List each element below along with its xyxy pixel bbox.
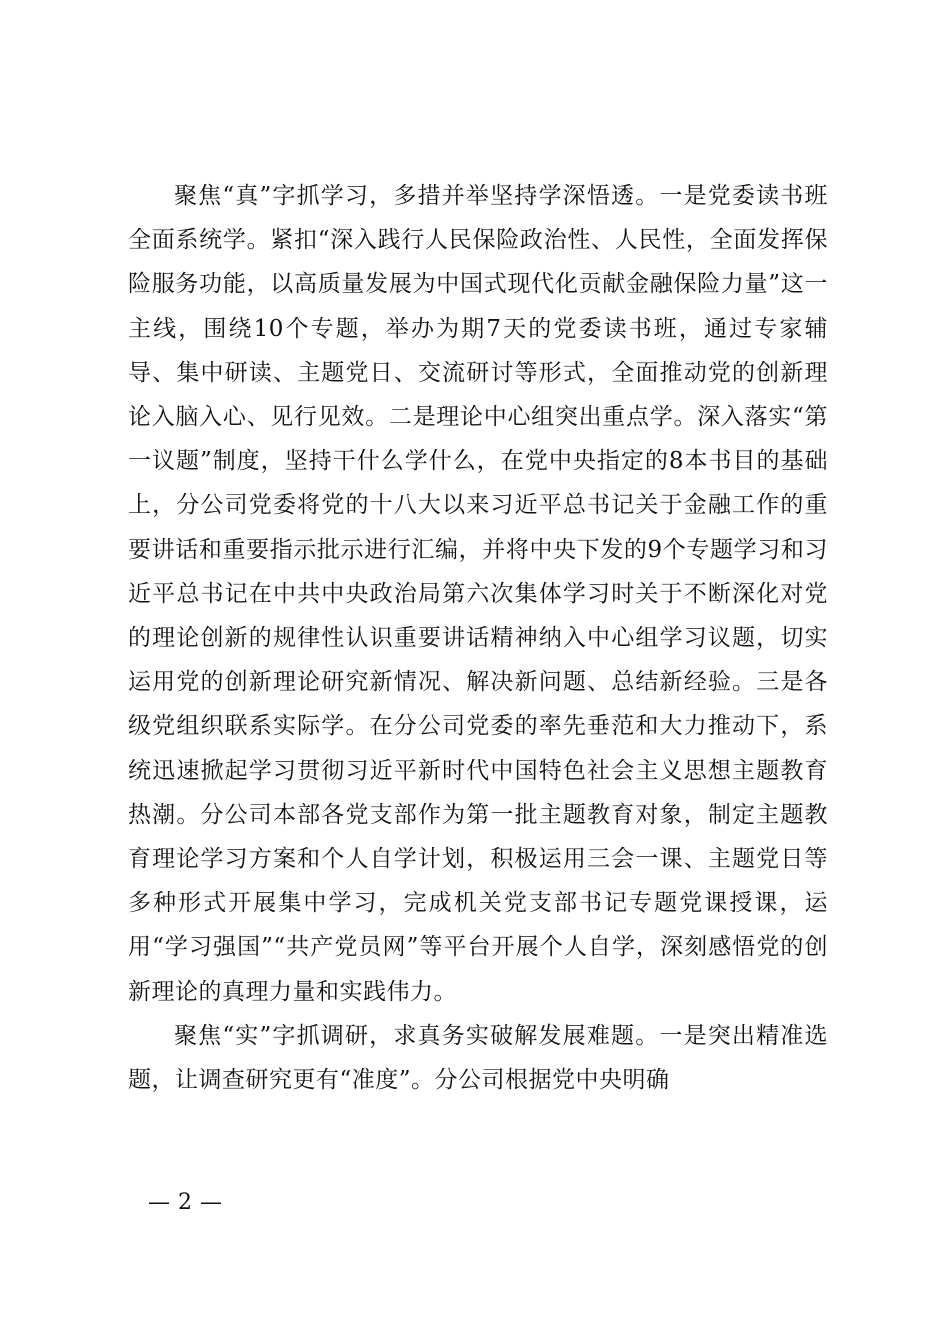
paragraph-research: 聚焦“实”字抓调研，求真务实破解发展难题。一是突出精准选题，让调查研究更有“准度”。分公司根据党中央明确 — [128, 1022, 828, 1094]
page-number: — 2 — — [148, 1190, 223, 1215]
paragraph-study: 聚焦“真”字抓学习，多措并举坚持学深悟透。一是党委读书班全面系统学。紧扣“深入践行人民保险政治性、人民性，全面发挥保险服务功能，以高质量发展为中国式现代化贡献金融保险力量”这一主线，围绕10个专题，举办为期7天的党委读书班，通过专家辅导、集中研读、主题党日、交流研讨等形式，全面推动党的创新理论入脑入心、见行见效。二是理论中心组突出重点学。深入落实“第一议题”制度，坚持干什么学什么，在党中央指定的8本书目的基础上，分公司党委将党的十八大以来习近平总书记关于金融工作的重要讲话和重要指示批示进行汇编，并将中央下发的9个专题学习和习近平总书记在中共中央政治局第六次集体学习时关于不断深化对党的理论创新的规律性认识重要讲话精神纳入中心组学习议题，切实运用党的创新理论研究新情况、解决新问题、总结新经验。三是各级党组织联系实际学。在分公司党委的率先垂范和大力推动下，系统迅速掀起学习贯彻习近平新时代中国特色社会主义思想主题教育热潮。分公司本部各党支部作为第一批主题教育对象，制定主题教育理论学习方案和个人自学计划，积极运用三会一课、主题党日等多种形式开展集中学习，完成机关党支部书记专题党课授课，运用“学习强国”“共产党员网”等平台开展个人自学，深刻感悟党的创新理论的真理力量和实践伟力。 — [128, 183, 828, 1005]
document-body — [128, 174, 828, 1102]
